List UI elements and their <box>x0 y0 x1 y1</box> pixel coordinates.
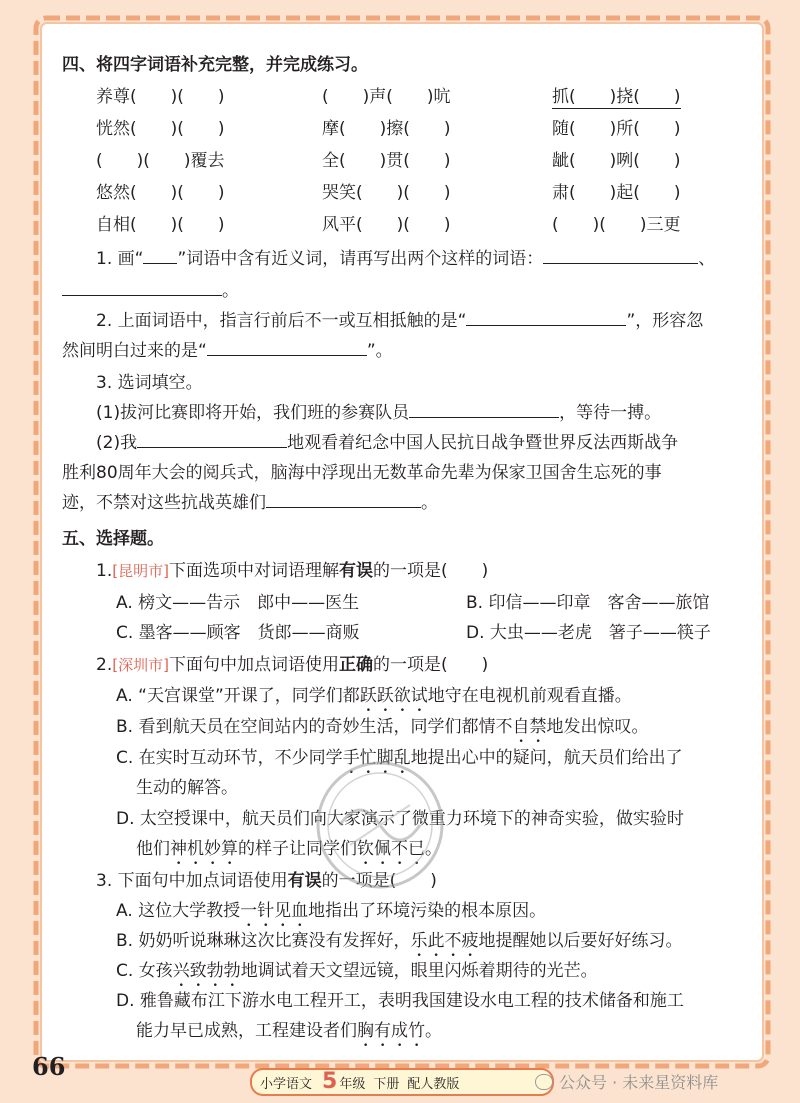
grade-number: 5 <box>322 1069 338 1094</box>
dotted-word: 钦佩不已 <box>357 839 425 859</box>
idiom-cell: 悠然( )( ) <box>96 183 225 203</box>
option-b[interactable]: B. 印信——印章 客舍——旅馆 <box>466 593 710 613</box>
question-5-3: 3. 下面句中加点词语使用有误的一项是( ) <box>96 871 437 891</box>
idiom-cell: 随( )所( ) <box>552 119 681 139</box>
question-5-1: 1.[昆明市]下面选项中对词语理解有误的一项是( ) <box>96 561 489 581</box>
dotted-word: 一针见血 <box>240 901 309 921</box>
subject-label: 小学语文 <box>260 1077 313 1092</box>
page-number: 66 <box>32 1052 66 1081</box>
question-4-3-2-line3: 迹，不禁对这些抗战英雄们 。 <box>62 493 438 513</box>
option-a[interactable]: A. 榜文——告示 郎中——医生 <box>116 593 360 613</box>
idiom-cell: 肃( )起( ) <box>552 183 681 203</box>
footer-banner <box>250 1068 554 1096</box>
answer-blank[interactable] <box>62 295 222 296</box>
idiom-cell: 哭笑( )( ) <box>322 183 451 203</box>
question-4-3-2-line2: 胜利80周年大会的阅兵式，脑海中浮现出无数革命先辈为保家卫国舍生忘死的事 <box>62 463 662 483</box>
wechat-icon <box>535 1074 553 1090</box>
option-a[interactable]: A. “天宫课堂”开课了，同学们都跃跃欲试地守在电视机前观看直播。 <box>116 686 632 706</box>
question-5-2: 2.[深圳市]下面句中加点词语使用正确的一项是( ) <box>96 655 489 675</box>
answer-blank[interactable] <box>466 325 626 326</box>
dotted-word: 胸有成竹 <box>357 1021 425 1041</box>
idiom-cell: 摩( )擦( ) <box>322 119 451 139</box>
answer-blank[interactable] <box>266 507 421 508</box>
option-c-line2: 生动的解答。 <box>136 778 238 798</box>
option-b[interactable]: B. 看到航天员在空间站内的奇妙生活，同学们都情不自禁地发出惊叹。 <box>116 717 649 737</box>
question-4-2-line2: 然间明白过来的是“ ”。 <box>62 341 393 361</box>
question-4-1: 1. 画“ ”词语中含有近义词，请再写出两个这样的词语： 、 <box>96 249 716 269</box>
option-d-line2: 能力早已成熟，工程建设者们胸有成竹。 <box>136 1021 442 1041</box>
idiom-cell: 恍然( )( ) <box>96 119 225 139</box>
idiom-cell: 全( )贯( ) <box>322 151 451 171</box>
dotted-word: 手忙脚乱 <box>342 748 411 768</box>
question-4-3-1: (1)拔河比赛即将开始，我们班的参赛队员 ，等待一搏。 <box>96 403 662 423</box>
section-4-heading: 四、将四字词语补充完整，并完成练习。 <box>62 55 368 75</box>
option-d[interactable]: D. 雅鲁藏布江下游水电工程开工，表明我国建设水电工程的技术储备和施工 <box>116 991 684 1011</box>
answer-blank[interactable] <box>207 355 367 356</box>
region-tag: [昆明市] <box>112 562 169 580</box>
grade-label: 年级 <box>339 1077 366 1092</box>
dotted-word: 自禁 <box>512 717 547 737</box>
idiom-cell: 自相( )( ) <box>96 215 225 235</box>
option-d[interactable]: D. 大虫——老虎 箸子——筷子 <box>466 623 711 643</box>
option-c[interactable]: C. 墨客——顾客 货郎——商贩 <box>116 623 360 643</box>
option-b[interactable]: B. 奶奶听说琳琳这次比赛没有发挥好，乐此不疲地提醒她以后要好好练习。 <box>116 931 683 951</box>
stamp-watermark-graphic <box>300 745 460 905</box>
question-4-1-line2: 。 <box>62 280 239 302</box>
watermark-text: 公众号 · 未来星资料库 <box>535 1070 718 1093</box>
option-c[interactable]: C. 女孩兴致勃勃地调试着天文望远镜，眼里闪烁着期待的光芒。 <box>116 961 598 981</box>
idiom-cell: ( )( )三更 <box>552 215 681 235</box>
idiom-cell: 风平( )( ) <box>322 215 451 235</box>
answer-blank[interactable] <box>409 417 559 418</box>
option-a[interactable]: A. 这位大学教授一针见血地指出了环境污染的根本原因。 <box>116 901 547 921</box>
region-tag: [深圳市] <box>112 656 169 674</box>
dotted-word: 神机妙算 <box>170 839 238 859</box>
volume-label: 下册 <box>373 1077 400 1092</box>
question-4-3-title: 3. 选词填空。 <box>96 373 203 393</box>
dotted-word: 乐此不疲 <box>410 931 479 951</box>
idiom-cell: ( )( )覆去 <box>96 151 225 171</box>
answer-blank[interactable] <box>143 263 177 264</box>
option-d[interactable]: D. 太空授课中，航天员们向大家演示了微重力环境下的神奇实验，做实验时 <box>116 809 684 829</box>
option-d-line2: 他们神机妙算的样子让同学们钦佩不已。 <box>136 839 442 859</box>
edition-label: 配人教版 <box>407 1077 460 1092</box>
dotted-word: 跃跃欲试 <box>359 686 428 706</box>
option-c[interactable]: C. 在实时互动环节，不少同学手忙脚乱地提出心中的疑问，航天员们给出了 <box>116 748 683 768</box>
dotted-word: 兴致勃勃 <box>172 961 241 981</box>
idiom-cell: ( )声( )吭 <box>322 87 451 107</box>
answer-blank[interactable] <box>543 263 698 264</box>
question-4-3-2: (2)我 地观看着纪念中国人民抗日战争暨世界反法西斯战争 <box>96 433 679 453</box>
question-4-2: 2. 上面词语中，指言行前后不一或互相抵触的是“ ”，形容忽 <box>96 311 704 331</box>
idiom-cell-underlined: 抓( )挠( ) <box>552 87 681 107</box>
section-5-heading: 五、选择题。 <box>62 529 164 549</box>
idiom-cell: 龇( )咧( ) <box>552 151 681 171</box>
idiom-cell: 养尊( )( ) <box>96 87 225 107</box>
answer-blank[interactable] <box>137 447 287 448</box>
